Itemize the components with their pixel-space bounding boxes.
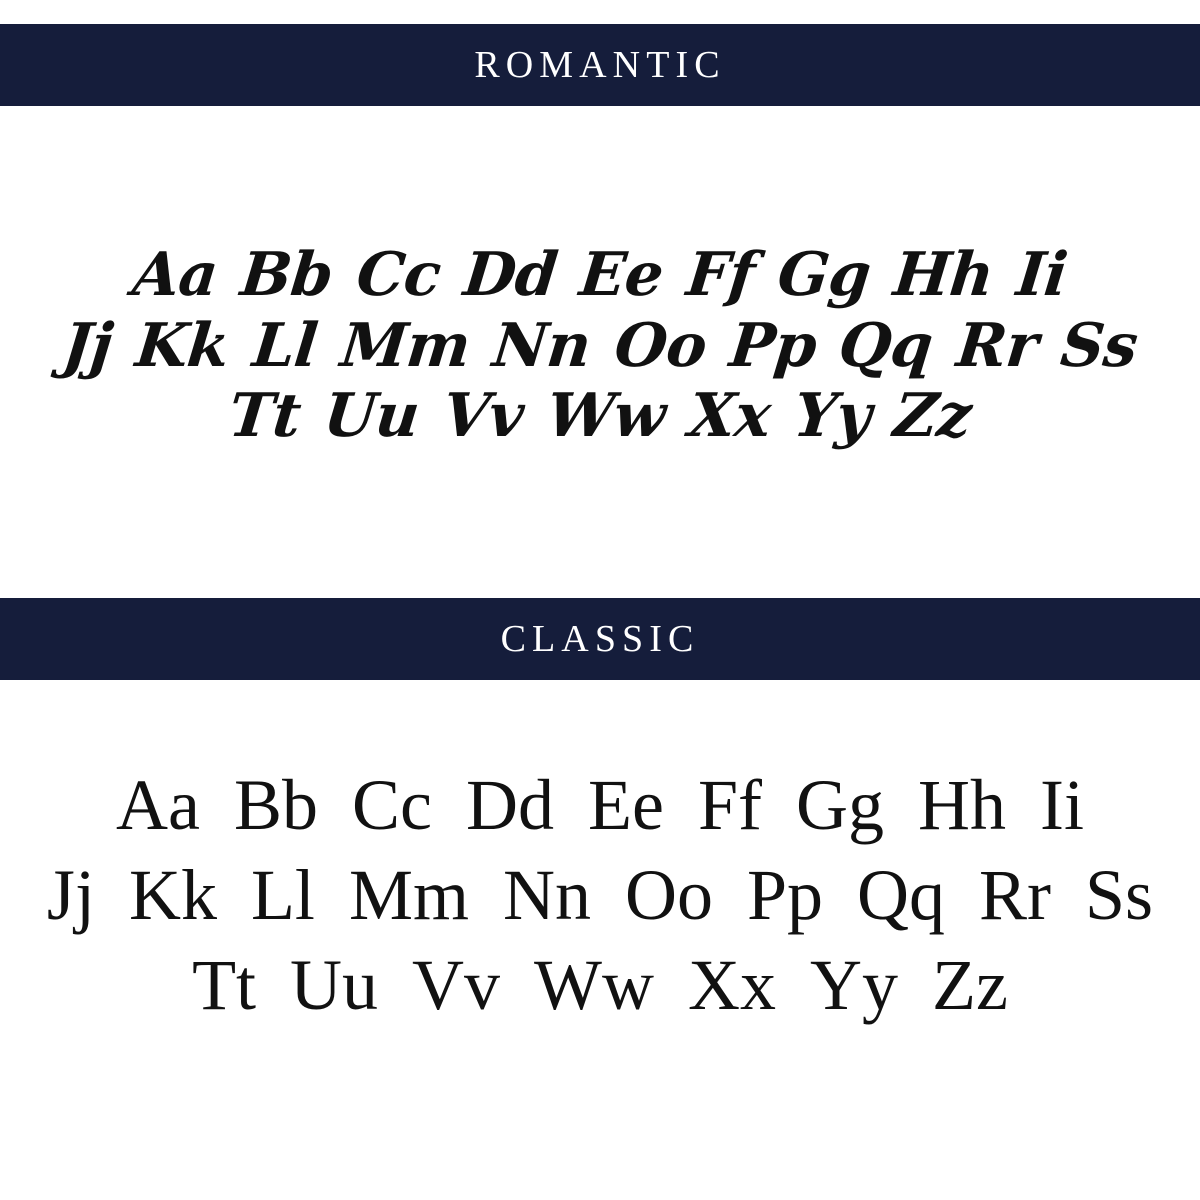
letter-pair: Nn (489, 310, 595, 381)
section-title-classic: CLASSIC (500, 618, 700, 660)
letter-pair: Bb (233, 765, 319, 845)
letter-pair: Mm (336, 310, 473, 381)
alphabet-row (0, 760, 1200, 850)
letter-pair: Kk (128, 855, 217, 935)
letter-pair: Ss (1085, 855, 1154, 935)
letter-pair: Yy (810, 945, 898, 1025)
letter-pair: Zz (932, 945, 1008, 1025)
letter-pair: Qq (835, 310, 937, 381)
letter-pair: Tt (225, 381, 304, 452)
letter-pair: Ll (249, 310, 321, 381)
letter-pair: Dd (466, 765, 554, 845)
section-band-classic (0, 598, 1200, 680)
letter-pair: Qq (857, 855, 946, 935)
letter-pair: Ss (1057, 310, 1141, 381)
alphabet-row (0, 240, 1200, 311)
letter-pair: Oo (610, 310, 710, 381)
letter-pair: Ll (250, 855, 315, 935)
letter-pair: Jj (46, 855, 95, 935)
letter-pair: Cc (352, 765, 432, 845)
letter-pair: Pp (725, 310, 820, 381)
letter-pair: Bb (237, 239, 337, 310)
letter-pair: Gg (795, 765, 884, 845)
letter-pair: Ii (1013, 239, 1071, 310)
letter-pair: Mm (348, 855, 469, 935)
section-title-romantic: ROMANTIC (474, 44, 726, 86)
letter-pair: Ii (1039, 765, 1084, 845)
letter-pair: Uu (290, 945, 379, 1025)
section-band-romantic (0, 24, 1200, 106)
letter-pair: Rr (952, 310, 1041, 381)
letter-pair: Uu (320, 381, 423, 452)
alphabet-specimen-romantic (0, 106, 1200, 576)
letter-pair: Ff (683, 239, 759, 310)
alphabet-row (0, 381, 1200, 452)
alphabet-row (0, 311, 1200, 382)
letter-pair: Tt (192, 945, 257, 1025)
letter-pair: Rr (979, 855, 1052, 935)
letter-pair: Ww (534, 945, 654, 1025)
letter-pair: Ee (588, 765, 664, 845)
letter-pair: Xx (688, 945, 776, 1025)
letter-pair: Ww (543, 381, 669, 452)
alphabet-row (0, 940, 1200, 1030)
letter-pair: Nn (502, 855, 591, 935)
letter-pair: Aa (116, 765, 200, 845)
letter-pair: Vv (412, 945, 501, 1025)
letter-pair: Kk (132, 310, 233, 381)
alphabet-row (0, 850, 1200, 940)
letter-pair: Yy (790, 381, 875, 452)
letter-pair: Gg (774, 239, 875, 310)
letter-pair: Aa (129, 239, 221, 310)
letter-pair: Ee (576, 239, 667, 310)
letter-pair: Cc (352, 239, 444, 310)
letter-pair: Hh (917, 765, 1006, 845)
letter-pair: Pp (746, 855, 824, 935)
letter-pair: Oo (624, 855, 713, 935)
letter-pair: Hh (890, 239, 998, 310)
letter-pair: Xx (685, 381, 774, 452)
letter-pair: Zz (890, 381, 975, 452)
letter-pair: Jj (59, 310, 116, 381)
letter-pair: Vv (439, 381, 527, 452)
alphabet-specimen-classic (0, 680, 1200, 1200)
letter-pair: Ff (697, 765, 762, 845)
letter-pair: Dd (459, 239, 561, 310)
